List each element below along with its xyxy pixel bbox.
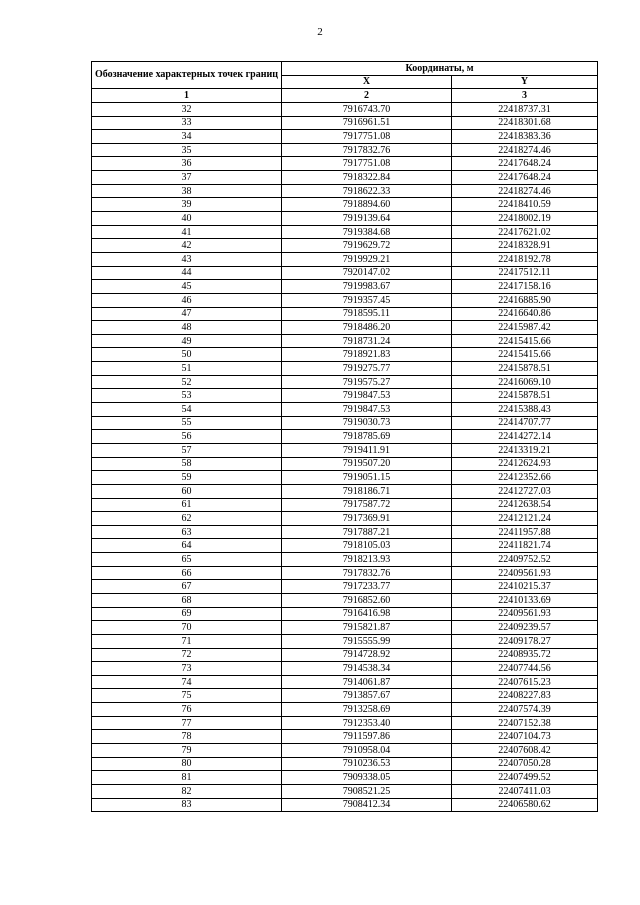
x-coordinate-cell: 7919357.45 xyxy=(282,293,452,307)
table-row xyxy=(92,798,598,812)
table-row xyxy=(92,403,598,417)
x-coordinate-cell: 7918322.84 xyxy=(282,171,452,185)
x-coordinate-cell: 7919847.53 xyxy=(282,389,452,403)
x-coordinate-cell: 7918213.93 xyxy=(282,553,452,567)
y-coordinate-cell: 22415415.66 xyxy=(452,334,598,348)
x-coordinate-cell: 7918105.03 xyxy=(282,539,452,553)
table-row xyxy=(92,744,598,758)
table-row xyxy=(92,457,598,471)
point-number-cell: 66 xyxy=(92,566,282,580)
point-number-cell: 40 xyxy=(92,212,282,226)
table-row xyxy=(92,443,598,457)
table-row xyxy=(92,716,598,730)
y-coordinate-cell: 22417158.16 xyxy=(452,280,598,294)
y-coordinate-cell: 22410133.69 xyxy=(452,593,598,607)
y-coordinate-cell: 22418301.68 xyxy=(452,116,598,130)
table-row xyxy=(92,212,598,226)
x-coordinate-cell: 7916416.98 xyxy=(282,607,452,621)
x-coordinate-cell: 7919275.77 xyxy=(282,362,452,376)
table-row xyxy=(92,512,598,526)
point-number-cell: 57 xyxy=(92,443,282,457)
point-number-cell: 78 xyxy=(92,730,282,744)
x-coordinate-cell: 7918785.69 xyxy=(282,430,452,444)
point-number-cell: 44 xyxy=(92,266,282,280)
table-row xyxy=(92,375,598,389)
table-row xyxy=(92,321,598,335)
point-number-cell: 35 xyxy=(92,143,282,157)
y-coordinate-cell: 22412624.93 xyxy=(452,457,598,471)
x-coordinate-cell: 7915821.87 xyxy=(282,621,452,635)
y-coordinate-cell: 22414707.77 xyxy=(452,416,598,430)
table-row xyxy=(92,348,598,362)
point-number-cell: 52 xyxy=(92,375,282,389)
table-row xyxy=(92,634,598,648)
x-coordinate-cell: 7910958.04 xyxy=(282,744,452,758)
x-coordinate-cell: 7908521.25 xyxy=(282,784,452,798)
y-coordinate-cell: 22418737.31 xyxy=(452,102,598,116)
y-coordinate-cell: 22407104.73 xyxy=(452,730,598,744)
column-number-1: 1 xyxy=(92,89,282,103)
point-number-cell: 71 xyxy=(92,634,282,648)
table-row xyxy=(92,553,598,567)
point-number-cell: 65 xyxy=(92,553,282,567)
x-coordinate-cell: 7914538.34 xyxy=(282,662,452,676)
x-coordinate-cell: 7919929.21 xyxy=(282,252,452,266)
table-row xyxy=(92,143,598,157)
x-coordinate-cell: 7917832.76 xyxy=(282,566,452,580)
coordinates-table xyxy=(91,61,598,812)
table-row xyxy=(92,307,598,321)
header-column-numbers xyxy=(92,89,598,103)
header-coordinates: Координаты, м xyxy=(282,62,598,76)
y-coordinate-cell: 22412352.66 xyxy=(452,471,598,485)
table-row xyxy=(92,593,598,607)
x-coordinate-cell: 7911597.86 xyxy=(282,730,452,744)
x-coordinate-cell: 7912353.40 xyxy=(282,716,452,730)
y-coordinate-cell: 22417621.02 xyxy=(452,225,598,239)
y-coordinate-cell: 22409752.52 xyxy=(452,553,598,567)
header-x: X xyxy=(282,75,452,89)
point-number-cell: 79 xyxy=(92,744,282,758)
point-number-cell: 54 xyxy=(92,403,282,417)
header-point-designation: Обозначение характерных точек границ xyxy=(92,62,282,89)
x-coordinate-cell: 7919384.68 xyxy=(282,225,452,239)
y-coordinate-cell: 22407615.23 xyxy=(452,675,598,689)
point-number-cell: 56 xyxy=(92,430,282,444)
x-coordinate-cell: 7919629.72 xyxy=(282,239,452,253)
table-row xyxy=(92,703,598,717)
table-row xyxy=(92,198,598,212)
point-number-cell: 33 xyxy=(92,116,282,130)
page-number: 2 xyxy=(317,26,323,38)
x-coordinate-cell: 7918486.20 xyxy=(282,321,452,335)
table-row xyxy=(92,689,598,703)
table-row xyxy=(92,252,598,266)
table-row xyxy=(92,580,598,594)
y-coordinate-cell: 22415878.51 xyxy=(452,389,598,403)
y-coordinate-cell: 22415987.42 xyxy=(452,321,598,335)
point-number-cell: 76 xyxy=(92,703,282,717)
table-row xyxy=(92,757,598,771)
y-coordinate-cell: 22412727.03 xyxy=(452,484,598,498)
table-row xyxy=(92,784,598,798)
x-coordinate-cell: 7918731.24 xyxy=(282,334,452,348)
y-coordinate-cell: 22407050.28 xyxy=(452,757,598,771)
table-row xyxy=(92,539,598,553)
table-row xyxy=(92,566,598,580)
y-coordinate-cell: 22417648.24 xyxy=(452,171,598,185)
point-number-cell: 80 xyxy=(92,757,282,771)
x-coordinate-cell: 7919411.91 xyxy=(282,443,452,457)
y-coordinate-cell: 22411821.74 xyxy=(452,539,598,553)
y-coordinate-cell: 22416640.86 xyxy=(452,307,598,321)
x-coordinate-cell: 7920147.02 xyxy=(282,266,452,280)
table-row xyxy=(92,675,598,689)
table-row xyxy=(92,389,598,403)
table-row xyxy=(92,471,598,485)
point-number-cell: 69 xyxy=(92,607,282,621)
x-coordinate-cell: 7918186.71 xyxy=(282,484,452,498)
x-coordinate-cell: 7909338.05 xyxy=(282,771,452,785)
x-coordinate-cell: 7908412.34 xyxy=(282,798,452,812)
y-coordinate-cell: 22412638.54 xyxy=(452,498,598,512)
y-coordinate-cell: 22407152.38 xyxy=(452,716,598,730)
point-number-cell: 64 xyxy=(92,539,282,553)
table-row xyxy=(92,334,598,348)
y-coordinate-cell: 22406580.62 xyxy=(452,798,598,812)
x-coordinate-cell: 7919139.64 xyxy=(282,212,452,226)
header-y: Y xyxy=(452,75,598,89)
table-row xyxy=(92,362,598,376)
x-coordinate-cell: 7913857.67 xyxy=(282,689,452,703)
x-coordinate-cell: 7916743.70 xyxy=(282,102,452,116)
y-coordinate-cell: 22409239.57 xyxy=(452,621,598,635)
x-coordinate-cell: 7916961.51 xyxy=(282,116,452,130)
table-row xyxy=(92,648,598,662)
point-number-cell: 38 xyxy=(92,184,282,198)
y-coordinate-cell: 22409178.27 xyxy=(452,634,598,648)
y-coordinate-cell: 22407574.39 xyxy=(452,703,598,717)
point-number-cell: 59 xyxy=(92,471,282,485)
point-number-cell: 58 xyxy=(92,457,282,471)
point-number-cell: 50 xyxy=(92,348,282,362)
table-row xyxy=(92,498,598,512)
x-coordinate-cell: 7918921.83 xyxy=(282,348,452,362)
point-number-cell: 45 xyxy=(92,280,282,294)
y-coordinate-cell: 22407744.56 xyxy=(452,662,598,676)
point-number-cell: 43 xyxy=(92,252,282,266)
x-coordinate-cell: 7917887.21 xyxy=(282,525,452,539)
y-coordinate-cell: 22415878.51 xyxy=(452,362,598,376)
x-coordinate-cell: 7913258.69 xyxy=(282,703,452,717)
y-coordinate-cell: 22407499.52 xyxy=(452,771,598,785)
x-coordinate-cell: 7917751.08 xyxy=(282,157,452,171)
point-number-cell: 49 xyxy=(92,334,282,348)
x-coordinate-cell: 7919507.20 xyxy=(282,457,452,471)
point-number-cell: 68 xyxy=(92,593,282,607)
y-coordinate-cell: 22418383.36 xyxy=(452,130,598,144)
x-coordinate-cell: 7919983.67 xyxy=(282,280,452,294)
table-row xyxy=(92,184,598,198)
x-coordinate-cell: 7917832.76 xyxy=(282,143,452,157)
point-number-cell: 34 xyxy=(92,130,282,144)
point-number-cell: 74 xyxy=(92,675,282,689)
table-row xyxy=(92,607,598,621)
point-number-cell: 48 xyxy=(92,321,282,335)
x-coordinate-cell: 7915555.99 xyxy=(282,634,452,648)
table-row xyxy=(92,225,598,239)
y-coordinate-cell: 22415388.43 xyxy=(452,403,598,417)
point-number-cell: 73 xyxy=(92,662,282,676)
x-coordinate-cell: 7914728.92 xyxy=(282,648,452,662)
point-number-cell: 70 xyxy=(92,621,282,635)
table-row xyxy=(92,771,598,785)
x-coordinate-cell: 7919051.15 xyxy=(282,471,452,485)
y-coordinate-cell: 22417512.11 xyxy=(452,266,598,280)
y-coordinate-cell: 22416069.10 xyxy=(452,375,598,389)
table-row xyxy=(92,157,598,171)
table-row xyxy=(92,116,598,130)
y-coordinate-cell: 22415415.66 xyxy=(452,348,598,362)
y-coordinate-cell: 22408935.72 xyxy=(452,648,598,662)
point-number-cell: 37 xyxy=(92,171,282,185)
x-coordinate-cell: 7917369.91 xyxy=(282,512,452,526)
point-number-cell: 67 xyxy=(92,580,282,594)
table-row xyxy=(92,525,598,539)
x-coordinate-cell: 7914061.87 xyxy=(282,675,452,689)
point-number-cell: 60 xyxy=(92,484,282,498)
table-row xyxy=(92,484,598,498)
table-row xyxy=(92,130,598,144)
point-number-cell: 77 xyxy=(92,716,282,730)
table-body xyxy=(92,102,598,811)
x-coordinate-cell: 7917751.08 xyxy=(282,130,452,144)
table-row xyxy=(92,430,598,444)
point-number-cell: 47 xyxy=(92,307,282,321)
y-coordinate-cell: 22409561.93 xyxy=(452,566,598,580)
x-coordinate-cell: 7919847.53 xyxy=(282,403,452,417)
point-number-cell: 81 xyxy=(92,771,282,785)
y-coordinate-cell: 22411957.88 xyxy=(452,525,598,539)
point-number-cell: 72 xyxy=(92,648,282,662)
point-number-cell: 41 xyxy=(92,225,282,239)
table-row xyxy=(92,293,598,307)
table-row xyxy=(92,416,598,430)
table-row xyxy=(92,662,598,676)
y-coordinate-cell: 22408227.83 xyxy=(452,689,598,703)
y-coordinate-cell: 22414272.14 xyxy=(452,430,598,444)
table-row xyxy=(92,266,598,280)
table-row xyxy=(92,239,598,253)
y-coordinate-cell: 22412121.24 xyxy=(452,512,598,526)
y-coordinate-cell: 22413319.21 xyxy=(452,443,598,457)
x-coordinate-cell: 7919575.27 xyxy=(282,375,452,389)
point-number-cell: 61 xyxy=(92,498,282,512)
y-coordinate-cell: 22418328.91 xyxy=(452,239,598,253)
y-coordinate-cell: 22410215.37 xyxy=(452,580,598,594)
column-number-3: 3 xyxy=(452,89,598,103)
y-coordinate-cell: 22416885.90 xyxy=(452,293,598,307)
x-coordinate-cell: 7910236.53 xyxy=(282,757,452,771)
table-row xyxy=(92,621,598,635)
y-coordinate-cell: 22418002.19 xyxy=(452,212,598,226)
point-number-cell: 82 xyxy=(92,784,282,798)
point-number-cell: 42 xyxy=(92,239,282,253)
point-number-cell: 83 xyxy=(92,798,282,812)
point-number-cell: 39 xyxy=(92,198,282,212)
x-coordinate-cell: 7919030.73 xyxy=(282,416,452,430)
table-row xyxy=(92,730,598,744)
point-number-cell: 53 xyxy=(92,389,282,403)
y-coordinate-cell: 22418274.46 xyxy=(452,184,598,198)
table-row xyxy=(92,102,598,116)
x-coordinate-cell: 7918595.11 xyxy=(282,307,452,321)
y-coordinate-cell: 22409561.93 xyxy=(452,607,598,621)
x-coordinate-cell: 7917233.77 xyxy=(282,580,452,594)
point-number-cell: 32 xyxy=(92,102,282,116)
y-coordinate-cell: 22417648.24 xyxy=(452,157,598,171)
point-number-cell: 62 xyxy=(92,512,282,526)
x-coordinate-cell: 7918894.60 xyxy=(282,198,452,212)
y-coordinate-cell: 22407411.03 xyxy=(452,784,598,798)
x-coordinate-cell: 7916852.60 xyxy=(282,593,452,607)
point-number-cell: 51 xyxy=(92,362,282,376)
point-number-cell: 55 xyxy=(92,416,282,430)
column-number-2: 2 xyxy=(282,89,452,103)
table-row xyxy=(92,171,598,185)
point-number-cell: 63 xyxy=(92,525,282,539)
y-coordinate-cell: 22418192.78 xyxy=(452,252,598,266)
point-number-cell: 46 xyxy=(92,293,282,307)
x-coordinate-cell: 7917587.72 xyxy=(282,498,452,512)
y-coordinate-cell: 22407608.42 xyxy=(452,744,598,758)
header-row-1 xyxy=(92,62,598,76)
y-coordinate-cell: 22418274.46 xyxy=(452,143,598,157)
table-row xyxy=(92,280,598,294)
point-number-cell: 75 xyxy=(92,689,282,703)
y-coordinate-cell: 22418410.59 xyxy=(452,198,598,212)
x-coordinate-cell: 7918622.33 xyxy=(282,184,452,198)
table-header xyxy=(92,62,598,103)
point-number-cell: 36 xyxy=(92,157,282,171)
